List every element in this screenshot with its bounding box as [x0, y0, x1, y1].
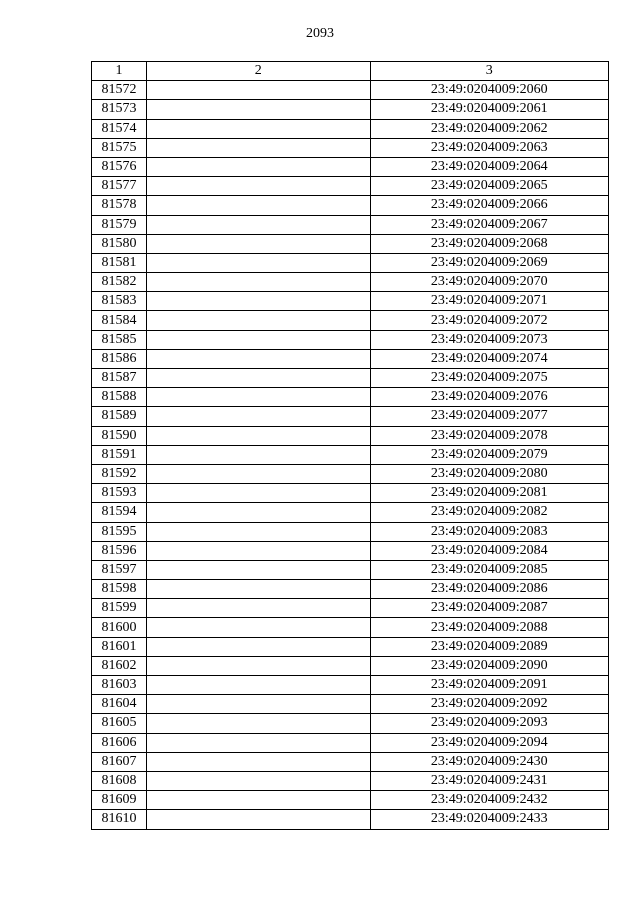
empty-cell [147, 157, 370, 176]
cadastral-number-cell: 23:49:0204009:2087 [370, 599, 608, 618]
empty-cell [147, 292, 370, 311]
table-row [92, 119, 609, 138]
table-row [92, 484, 609, 503]
register-table [91, 61, 609, 830]
cadastral-number-cell: 23:49:0204009:2085 [370, 560, 608, 579]
cadastral-number-cell: 23:49:0204009:2433 [370, 810, 608, 829]
row-number-cell: 81595 [92, 522, 147, 541]
cadastral-number-cell: 23:49:0204009:2080 [370, 464, 608, 483]
table-row [92, 503, 609, 522]
cadastral-number-cell: 23:49:0204009:2071 [370, 292, 608, 311]
row-number-cell: 81596 [92, 541, 147, 560]
empty-cell [147, 215, 370, 234]
page-number: 2093 [306, 26, 334, 41]
table-row [92, 464, 609, 483]
row-number-cell: 81604 [92, 695, 147, 714]
row-number-cell: 81598 [92, 580, 147, 599]
empty-cell [147, 580, 370, 599]
table-row [92, 599, 609, 618]
row-number-cell: 81605 [92, 714, 147, 733]
cadastral-number-cell: 23:49:0204009:2064 [370, 157, 608, 176]
row-number-cell: 81575 [92, 138, 147, 157]
cadastral-number-cell: 23:49:0204009:2068 [370, 234, 608, 253]
cadastral-number-cell: 23:49:0204009:2089 [370, 637, 608, 656]
cadastral-number-cell: 23:49:0204009:2076 [370, 388, 608, 407]
table-row [92, 580, 609, 599]
cadastral-number-cell: 23:49:0204009:2088 [370, 618, 608, 637]
empty-cell [147, 752, 370, 771]
cadastral-number-cell: 23:49:0204009:2078 [370, 426, 608, 445]
cadastral-number-cell: 23:49:0204009:2070 [370, 273, 608, 292]
row-number-cell: 81607 [92, 752, 147, 771]
row-number-cell: 81600 [92, 618, 147, 637]
empty-cell [147, 541, 370, 560]
cadastral-number-cell: 23:49:0204009:2084 [370, 541, 608, 560]
table-row [92, 676, 609, 695]
table-body [92, 81, 609, 829]
row-number-cell: 81584 [92, 311, 147, 330]
column-header-1: 1 [92, 62, 147, 81]
table-row [92, 637, 609, 656]
empty-cell [147, 637, 370, 656]
cadastral-number-cell: 23:49:0204009:2091 [370, 676, 608, 695]
row-number-cell: 81580 [92, 234, 147, 253]
empty-cell [147, 369, 370, 388]
table-row [92, 81, 609, 100]
empty-cell [147, 119, 370, 138]
cadastral-number-cell: 23:49:0204009:2432 [370, 791, 608, 810]
table-row [92, 733, 609, 752]
row-number-cell: 81581 [92, 253, 147, 272]
empty-cell [147, 177, 370, 196]
row-number-cell: 81574 [92, 119, 147, 138]
empty-cell [147, 599, 370, 618]
table-row [92, 100, 609, 119]
empty-cell [147, 253, 370, 272]
cadastral-number-cell: 23:49:0204009:2066 [370, 196, 608, 215]
row-number-cell: 81608 [92, 771, 147, 790]
empty-cell [147, 311, 370, 330]
row-number-cell: 81583 [92, 292, 147, 311]
empty-cell [147, 503, 370, 522]
row-number-cell: 81585 [92, 330, 147, 349]
empty-cell [147, 81, 370, 100]
empty-cell [147, 695, 370, 714]
empty-cell [147, 676, 370, 695]
cadastral-number-cell: 23:49:0204009:2430 [370, 752, 608, 771]
row-number-cell: 81597 [92, 560, 147, 579]
table-row [92, 215, 609, 234]
table-row [92, 311, 609, 330]
row-number-cell: 81576 [92, 157, 147, 176]
empty-cell [147, 426, 370, 445]
table-row [92, 330, 609, 349]
table-row [92, 369, 609, 388]
table-row [92, 791, 609, 810]
empty-cell [147, 196, 370, 215]
cadastral-number-cell: 23:49:0204009:2094 [370, 733, 608, 752]
table-row [92, 752, 609, 771]
table-row [92, 541, 609, 560]
empty-cell [147, 234, 370, 253]
row-number-cell: 81586 [92, 349, 147, 368]
cadastral-number-cell: 23:49:0204009:2065 [370, 177, 608, 196]
empty-cell [147, 273, 370, 292]
cadastral-number-cell: 23:49:0204009:2063 [370, 138, 608, 157]
cadastral-number-cell: 23:49:0204009:2431 [370, 771, 608, 790]
row-number-cell: 81573 [92, 100, 147, 119]
cadastral-number-cell: 23:49:0204009:2083 [370, 522, 608, 541]
table-row [92, 714, 609, 733]
empty-cell [147, 407, 370, 426]
empty-cell [147, 330, 370, 349]
cadastral-number-cell: 23:49:0204009:2061 [370, 100, 608, 119]
cadastral-number-cell: 23:49:0204009:2067 [370, 215, 608, 234]
row-number-cell: 81587 [92, 369, 147, 388]
row-number-cell: 81606 [92, 733, 147, 752]
cadastral-number-cell: 23:49:0204009:2079 [370, 445, 608, 464]
row-number-cell: 81582 [92, 273, 147, 292]
row-number-cell: 81603 [92, 676, 147, 695]
empty-cell [147, 349, 370, 368]
empty-cell [147, 560, 370, 579]
empty-cell [147, 733, 370, 752]
cadastral-number-cell: 23:49:0204009:2093 [370, 714, 608, 733]
empty-cell [147, 618, 370, 637]
row-number-cell: 81594 [92, 503, 147, 522]
empty-cell [147, 522, 370, 541]
table-row [92, 695, 609, 714]
table-row [92, 177, 609, 196]
table-row [92, 656, 609, 675]
empty-cell [147, 656, 370, 675]
table-row [92, 388, 609, 407]
table-header [92, 62, 609, 81]
table-row [92, 253, 609, 272]
table-row [92, 618, 609, 637]
row-number-cell: 81589 [92, 407, 147, 426]
empty-cell [147, 138, 370, 157]
row-number-cell: 81610 [92, 810, 147, 829]
cadastral-number-cell: 23:49:0204009:2081 [370, 484, 608, 503]
table-row [92, 234, 609, 253]
cadastral-number-cell: 23:49:0204009:2075 [370, 369, 608, 388]
cadastral-number-cell: 23:49:0204009:2082 [370, 503, 608, 522]
column-header-3: 3 [370, 62, 608, 81]
cadastral-number-cell: 23:49:0204009:2060 [370, 81, 608, 100]
table-row [92, 771, 609, 790]
cadastral-number-cell: 23:49:0204009:2090 [370, 656, 608, 675]
row-number-cell: 81602 [92, 656, 147, 675]
row-number-cell: 81599 [92, 599, 147, 618]
table-row [92, 138, 609, 157]
row-number-cell: 81590 [92, 426, 147, 445]
row-number-cell: 81591 [92, 445, 147, 464]
table-row [92, 292, 609, 311]
row-number-cell: 81579 [92, 215, 147, 234]
cadastral-number-cell: 23:49:0204009:2086 [370, 580, 608, 599]
table-row [92, 522, 609, 541]
cadastral-number-cell: 23:49:0204009:2077 [370, 407, 608, 426]
empty-cell [147, 771, 370, 790]
row-number-cell: 81572 [92, 81, 147, 100]
table-row [92, 349, 609, 368]
table-row [92, 426, 609, 445]
cadastral-number-cell: 23:49:0204009:2062 [370, 119, 608, 138]
empty-cell [147, 810, 370, 829]
table-row [92, 407, 609, 426]
column-header-2: 2 [147, 62, 370, 81]
empty-cell [147, 445, 370, 464]
table-row [92, 810, 609, 829]
row-number-cell: 81601 [92, 637, 147, 656]
header-row [92, 62, 609, 81]
table-row [92, 273, 609, 292]
table-row [92, 445, 609, 464]
cadastral-number-cell: 23:49:0204009:2092 [370, 695, 608, 714]
cadastral-number-cell: 23:49:0204009:2069 [370, 253, 608, 272]
row-number-cell: 81578 [92, 196, 147, 215]
empty-cell [147, 714, 370, 733]
row-number-cell: 81588 [92, 388, 147, 407]
row-number-cell: 81577 [92, 177, 147, 196]
row-number-cell: 81593 [92, 484, 147, 503]
table-row [92, 560, 609, 579]
cadastral-number-cell: 23:49:0204009:2073 [370, 330, 608, 349]
cadastral-number-cell: 23:49:0204009:2072 [370, 311, 608, 330]
row-number-cell: 81609 [92, 791, 147, 810]
row-number-cell: 81592 [92, 464, 147, 483]
empty-cell [147, 484, 370, 503]
empty-cell [147, 464, 370, 483]
table-row [92, 196, 609, 215]
table-row [92, 157, 609, 176]
empty-cell [147, 388, 370, 407]
empty-cell [147, 100, 370, 119]
cadastral-number-cell: 23:49:0204009:2074 [370, 349, 608, 368]
empty-cell [147, 791, 370, 810]
